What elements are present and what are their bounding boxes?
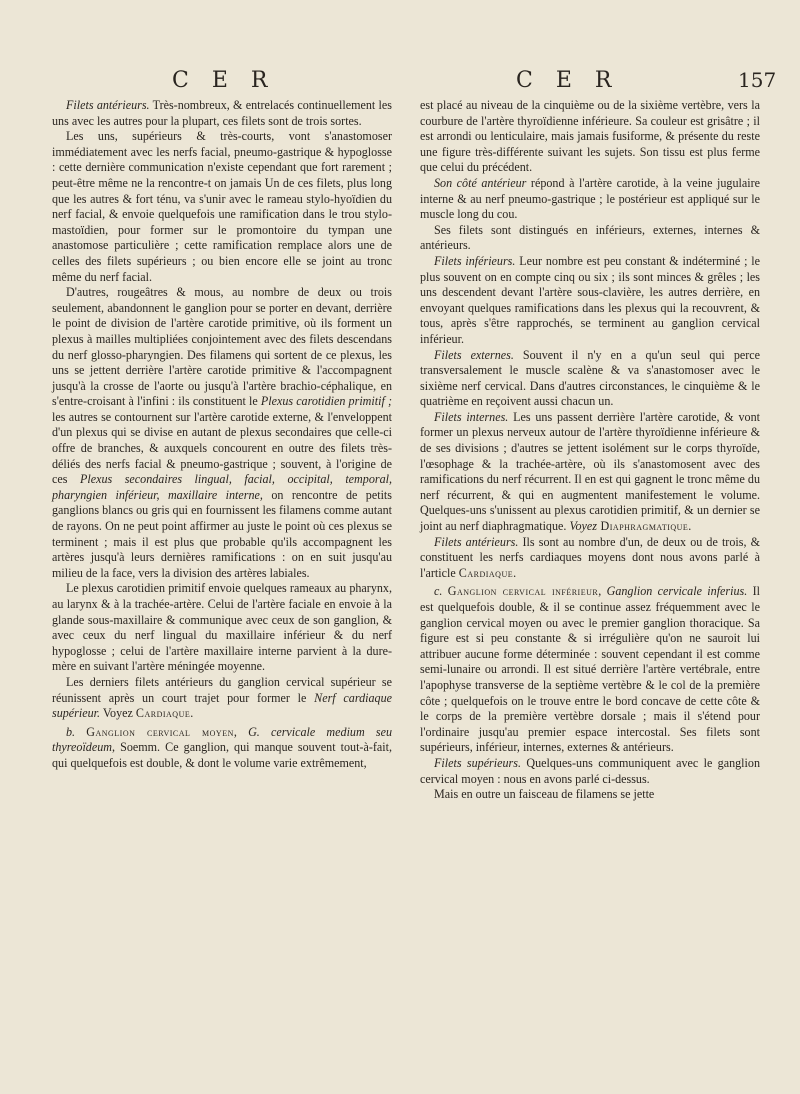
latin-name: G. cervicale medium seu thyreoïdeum — [52, 724, 392, 755]
paragraph — [420, 410, 760, 535]
paragraph — [420, 787, 760, 803]
paragraph-text: les autres se contournent sur l'artère carotide externe, & l'enveloppent d'un plexus qui se divise en autant de plexus secondaires que celle-ci offre de branches, & auxquels concourent en outre des filets très-déliés des nerfs facial & pneumo-gastrique ; souvent, à l'origine de ces — [52, 409, 392, 487]
paragraph-text: Leur nombre est peu constant & indéterminé ; le plus souvent on en compte cinq ou six ; ils sont minces & grêles ; les uns descendent devant l'artère sous-clavière, les autres derrière, en envoyant quelques ramifications dans les plexus qui la recouvrent, & tous, après s'être rapprochés, se terminent au ganglion cervical inférieur. — [420, 253, 760, 346]
paragraph-text: Très-nombreux, & entrelacés continuellement les uns avec les autres pour la plupart, ces filets sont de trois sortes. — [52, 98, 392, 128]
paragraph-text: est placé au niveau de la cinquième ou de la sixième vertèbre, vers la courbure de l'artère thyroïdienne inférieure. Sa couleur est grisâtre ; il est arrondi ou lenticulaire, mais jamais fusiforme, & présente du reste une figure très-différente suivant les sujets. Son tissu est plus ferme que celui du précédent. — [420, 98, 760, 175]
running-header — [0, 68, 800, 98]
italic-term: Plexus carotidien primitif ; — [260, 394, 392, 409]
header-right-word: C E R — [516, 68, 620, 93]
paragraph-text: Ils sont au nombre d'un, de deux ou de trois, & constituent les nerfs cardiaques moyens dont nous avons parlé à l'article — [420, 534, 760, 580]
paragraph — [52, 285, 392, 581]
paragraph-text: Il est quelquefois double, & il se continue assez fréquemment avec le ganglion cervical moyen ou avec le premier ganglion thoracique. Sa figure est si peu constante & si irrégulière qu'on ne sauroit lui attribuer aucune forme déterminée : souvent cependant il est comme semi-lunaire ou arrondi. Il est situé derrière l'artère vertébrale, entre l'apophyse transverse de la septième vertèbre & le col de la première côte ; quelquefois on le trouve entre le bord concave de cette côte & le corps de la première vertèbre dorsale ; mais il s'étend pour l'ordinaire jusqu'au premier espace intercostal. Ses filets sont supérieurs, inférieur, internes, externes & antérieurs. — [420, 584, 761, 755]
paragraph — [420, 348, 760, 410]
section-label: c. — [434, 584, 448, 599]
paragraph-text: répond à l'artère carotide, à la veine jugulaire interne & au nerf pneumo-gastrique ; le postérieur est appliqué sur le muscle long du cou. — [420, 175, 760, 222]
italic-term: Voyez — [569, 519, 597, 534]
section-label: b. — [66, 724, 87, 739]
paragraph-text: Voyez — [100, 706, 136, 721]
italic-term: Plexus secondaires lingual, facial, occipital, temporal, pharyngien inférieur, maxillaire interne, — [52, 472, 393, 502]
section-heading: Filets externes. — [434, 347, 514, 362]
italic-term: Son côté antérieur — [434, 175, 527, 190]
paragraph-text: Ses filets sont distingués en inférieurs, externes, internes & antérieurs. — [420, 222, 760, 253]
paragraph-text: Les uns, supérieurs & très-courts, vont s'anastomoser immédiatement avec les nerfs facial, pneumo-gastrique & hypoglosse : cette dernière communication n'existe cependant que fort rarement ; peut-être même ne la rencontre-t on jamais Un de ces filets, plus long que les autres & fort ténu, va s'unir avec le rameau stylo-hyoïdien du nerf facial, & envoie quelquefois une ramification dans le trou stylo-mastoïdien, pour former sur le promontoire du tympan une anastomose particulière ; cette ramification remplace alors une de celles des filets supérieurs ; ou bien encore elle se joint au tronc même du nerf facial. — [52, 129, 392, 284]
paragraph-text: Les derniers filets antérieurs du ganglion cervical supérieur se réunissent après un court trajet pour former le — [52, 674, 392, 705]
paragraph-text: D'autres, rougeâtres & mous, au nombre de deux ou trois seulement, abandonnent le ganglion pour se porter en devant, derrière le point de division de l'artère carotide primitive, où ils forment un plexus à mailles multipliées conjointement avec des filets descendans du nerf glosso-pharyngien. Des filamens qui sortent de ce plexus, les uns se jettent derrière l'artère carotide primitive & l'accompagnent jusqu'à la crosse de l'aorte ou jusqu'à l'artère brachio-céphalique, en s'entre-croisant à l'infini : ils constituent le — [52, 285, 392, 409]
paragraph — [52, 581, 392, 675]
paragraph — [420, 535, 760, 582]
paragraph — [420, 98, 760, 176]
paragraph — [420, 223, 760, 254]
paragraph-text: , — [233, 724, 249, 739]
paragraph-text: on rencontre de petits ganglions blancs ou gris qui en fournissent les filamens comme autant de rayons. On ne peut point affirmer au juste le point où ces plexus se terminent ; mais il est plus que probable qu'ils accompagnent les artères jusqu'à leurs dernières ramifications : on en suit jusqu'au milieu de la face, vers la division des artères labiales. — [52, 487, 392, 580]
page-number: 157 — [738, 68, 777, 92]
paragraph-text: , — [598, 584, 607, 599]
section-heading: Filets inférieurs. — [434, 253, 516, 268]
section-heading: Filets antérieurs. — [66, 98, 150, 112]
italic-term: Nerf cardiaque supérieur. — [52, 690, 392, 721]
paragraph-text: Quelques-uns communiquent avec le ganglion cervical moyen : nous en avons parlé ci-dessus. — [420, 755, 760, 786]
paragraph-text: Mais en outre un faisceau de filamens se jette — [434, 787, 655, 802]
paragraph-text: Le plexus carotidien primitif envoie quelques rameaux au pharynx, au larynx & à la trachée-artère. Celui de l'artère faciale en envoie à la glande sous-maxillaire & communique avec ceux de son ganglion, & avec ceux du nerf lingual du maxillaire inférieur & du nerf hypoglosse ; celui de l'artère maxillaire interne parvient à la dure-mère en suivant l'artère méningée moyenne. — [52, 581, 392, 674]
cross-reference: Cardiaque. — [135, 706, 194, 721]
header-left-word: C E R — [172, 68, 276, 93]
paragraph — [420, 254, 760, 348]
section-heading: Filets internes. — [434, 409, 509, 424]
section-heading: Ganglion cervical inférieur — [447, 584, 599, 599]
section-heading: Filets supérieurs. — [434, 755, 521, 770]
paragraph-text: Souvent il n'y en a qu'un seul qui perce transversalement le muscle scalène & va s'anastomoser avec le sixième nerf cervical. Dans d'autres circonstances, le cinquième & le quatrième en reçoivent aussi chacun un. — [420, 347, 760, 409]
right-column — [420, 98, 760, 803]
paragraph — [420, 756, 760, 787]
paragraph-ganglion-inferieur — [420, 584, 760, 756]
section-heading: Filets antérieurs. — [434, 534, 519, 549]
latin-name: Ganglion cervicale inferius. — [606, 584, 748, 599]
paragraph — [52, 129, 392, 285]
cross-reference: Cardiaque. — [458, 565, 517, 580]
paragraph — [420, 176, 760, 223]
cross-reference: Diaphragmatique. — [597, 519, 692, 534]
paragraph — [52, 675, 392, 722]
paragraph-text: , Soemm. Ce ganglion, qui manque souvent tout-à-fait, qui quelquefois est double, & dont le volume varie extrêmement, — [52, 740, 392, 770]
left-column — [52, 98, 392, 772]
paragraph-text: Les uns passent derrière l'artère carotide, & vont former un plexus nerveux autour de l'artère thyroïdienne inférieure & de ses divisions ; d'autres se jettent isolément sur le corps thyroïde, l'œsophage & la trachée-artère, où ils s'anastomosent avec des ramifications du nerf récurrent. Il en est qui gagnent le tronc même du nerf récurrent, & qui en augmentent manifestement le volume. Quelques-uns s'unissent au plexus carotidien primitif, & un dernier se joint au nerf diaphragmatique. — [420, 409, 761, 534]
section-heading: Ganglion cervical moyen — [86, 724, 234, 739]
paragraph-filets-anterieurs — [52, 98, 392, 129]
paragraph-ganglion-moyen — [52, 725, 392, 772]
